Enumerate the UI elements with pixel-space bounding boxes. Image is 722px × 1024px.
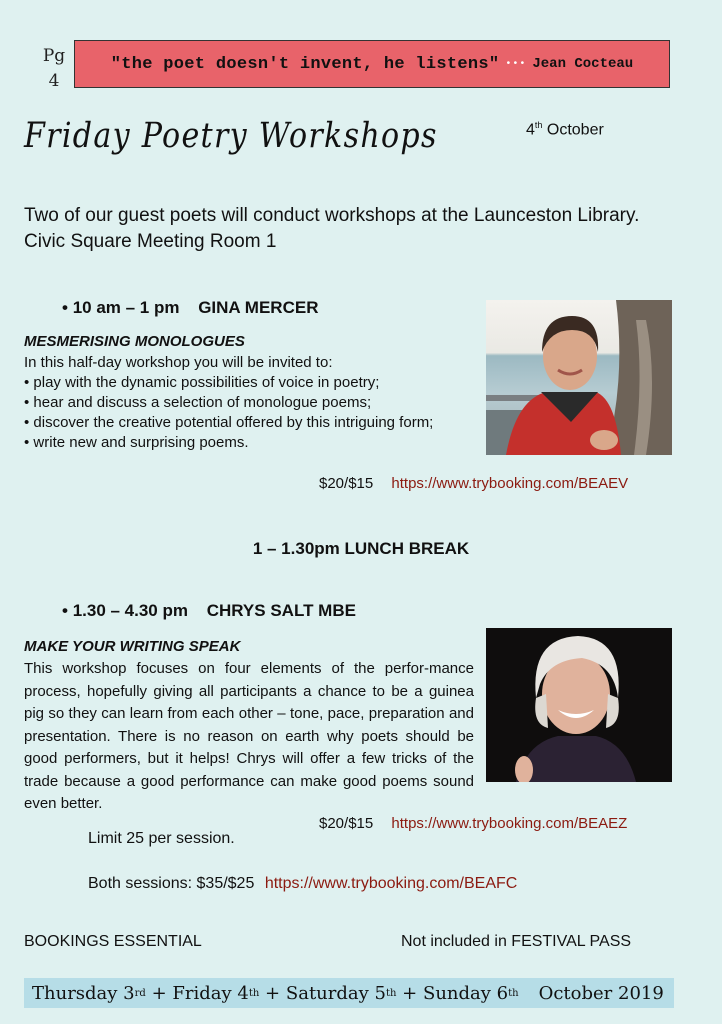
session-2-booking — [319, 815, 627, 832]
session-1-description — [24, 353, 454, 453]
session-2-price: $20/$15 — [319, 815, 374, 832]
festival-date-3: Saturday 5 — [285, 982, 386, 1004]
date-month: October — [546, 121, 604, 139]
quote-author: Jean Cocteau — [532, 56, 634, 72]
workshop-date — [526, 120, 604, 139]
festival-dates-bar — [24, 978, 674, 1008]
page-number-label — [40, 44, 68, 94]
portrait-illustration — [486, 628, 672, 782]
intro-text — [24, 203, 704, 255]
both-sessions-booking — [88, 875, 517, 893]
quote-text: "the poet doesn't invent, he listens" — [110, 54, 500, 74]
portrait-illustration — [486, 300, 672, 455]
list-item: • write new and surprising poems. — [24, 434, 249, 451]
festival-date-3-suffix: th — [385, 987, 397, 999]
session-2-workshop-title: MAKE YOUR WRITING SPEAK — [24, 638, 241, 655]
festival-month: October 2019 — [538, 982, 664, 1004]
page-number: 4 — [48, 71, 60, 91]
session-2-time: 1.30 – 4.30 pm — [72, 601, 188, 620]
quote-banner — [74, 40, 670, 88]
intro-line-1: Two of our guest poets will conduct workshops at the Launceston Library. — [24, 205, 640, 226]
session-limit: Limit 25 per session. — [88, 830, 235, 847]
session-1-workshop-title: MESMERISING MONOLOGUES — [24, 333, 245, 350]
date-suffix: th — [534, 120, 543, 130]
page-title: Friday Poetry Workshops — [24, 116, 438, 156]
date-day: 4 — [526, 121, 535, 139]
lunch-break-heading: 1 – 1.30pm LUNCH BREAK — [252, 539, 470, 558]
chrys-salt-photo — [486, 628, 672, 782]
session-1-list — [24, 373, 454, 453]
session-2-description: This workshop focuses on four elements of the perfor-mance process, hopefully giving all participants a chance to be a guinea pig so they can learn from each other – tone, pace, preparation and presentation. There is no reason on earth why poets should be good performers, but it helps! Chrys will offer a few tricks of the trade because a good performance can make good poems sound even better. — [24, 660, 474, 812]
session-2-booking-link[interactable]: https://www.trybooking.com/BEAEZ — [391, 815, 628, 832]
festival-date-2: Friday 4 — [172, 982, 249, 1004]
session-2-heading — [62, 601, 356, 621]
list-item: • play with the dynamic possibilities of voice in poetry; — [24, 374, 380, 391]
both-sessions-booking-link[interactable]: https://www.trybooking.com/BEAFC — [264, 875, 518, 892]
festival-date-1-suffix: rd — [134, 987, 146, 999]
date-plus-2: + — [265, 982, 281, 1004]
list-item: • discover the creative potential offered by this intriguing form; — [24, 414, 434, 431]
date-plus-3: + — [402, 982, 418, 1004]
session-1-price: $20/$15 — [319, 475, 374, 492]
both-sessions-label: Both sessions: — [88, 875, 193, 892]
session-1-time: 10 am – 1 pm — [72, 298, 180, 317]
festival-date-1: Thursday 3 — [32, 982, 135, 1004]
session-1-lead: In this half-day workshop you will be invited to: — [24, 354, 333, 371]
session-1-heading — [62, 298, 318, 318]
bookings-essential: BOOKINGS ESSENTIAL — [24, 933, 202, 950]
session-1-booking-link[interactable]: https://www.trybooking.com/BEAEV — [391, 475, 629, 492]
quote-separator: ••• — [505, 58, 527, 70]
intro-line-2: Civic Square Meeting Room 1 — [24, 231, 277, 252]
festival-date-2-suffix: th — [248, 987, 260, 999]
festival-date-4-suffix: th — [508, 987, 519, 999]
session-2-bullet: • — [62, 601, 68, 620]
session-1-booking — [319, 475, 628, 492]
list-item: • hear and discuss a selection of monologue poems; — [24, 394, 372, 411]
session-1-presenter: GINA MERCER — [198, 298, 319, 317]
festival-date-4: Sunday 6 — [423, 982, 509, 1004]
session-1-bullet: • — [62, 298, 68, 317]
both-sessions-price: $35/$25 — [196, 875, 255, 892]
session-2-presenter: CHRYS SALT MBE — [206, 601, 356, 620]
date-plus-1: + — [151, 982, 167, 1004]
page-label: Pg — [42, 46, 66, 66]
gina-mercer-photo — [486, 300, 672, 455]
festival-pass-note: Not included in FESTIVAL PASS — [401, 933, 632, 950]
